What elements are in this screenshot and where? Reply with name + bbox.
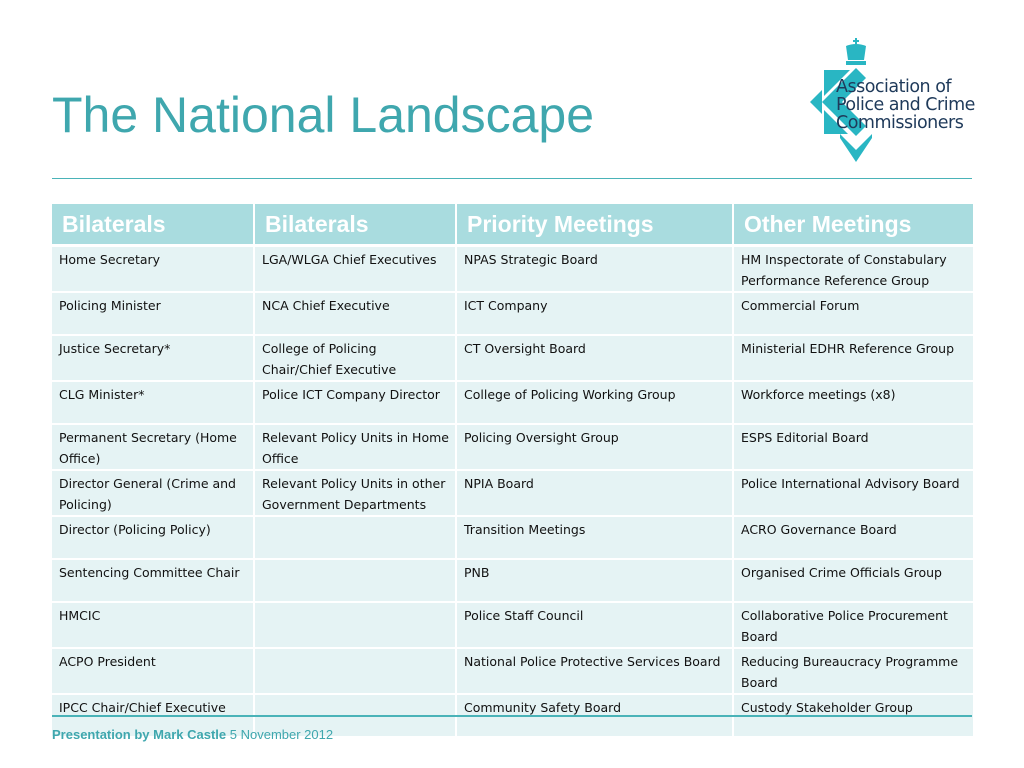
- table-cell: Police International Advisory Board: [733, 470, 973, 516]
- logo-line-2: Police and Crime: [836, 95, 975, 115]
- table-cell: Policing Oversight Group: [456, 424, 733, 470]
- table-cell: Police Staff Council: [456, 602, 733, 648]
- meetings-table: [52, 204, 973, 738]
- table-cell: [254, 602, 456, 648]
- table-cell: Relevant Policy Units in other Government Departments: [254, 470, 456, 516]
- table-cell: ICT Company: [456, 292, 733, 335]
- column-header-bilaterals-2: Bilaterals: [254, 204, 456, 246]
- table-cell: National Police Protective Services Board: [456, 648, 733, 694]
- footer-presenter: Presentation by Mark Castle: [52, 727, 227, 742]
- table-cell: Relevant Policy Units in Home Office: [254, 424, 456, 470]
- table-cell: Permanent Secretary (Home Office): [52, 424, 254, 470]
- table-cell: Custody Stakeholder Group: [733, 694, 973, 737]
- table-cell: NCA Chief Executive: [254, 292, 456, 335]
- table-cell: CT Oversight Board: [456, 335, 733, 381]
- table-row: [52, 335, 973, 381]
- bottom-divider: [52, 715, 972, 717]
- table-body: [52, 246, 973, 738]
- table-cell: ACPO President: [52, 648, 254, 694]
- table-cell: Sentencing Committee Chair: [52, 559, 254, 602]
- column-header-bilaterals-1: Bilaterals: [52, 204, 254, 246]
- table-cell: [254, 516, 456, 559]
- table-cell: HM Inspectorate of Constabulary Performance Reference Group: [733, 246, 973, 293]
- footer-date: 5 November 2012: [229, 727, 334, 742]
- table-cell: Reducing Bureaucracy Programme Board: [733, 648, 973, 694]
- table-row: [52, 516, 973, 559]
- table-cell: NPIA Board: [456, 470, 733, 516]
- table-row: [52, 381, 973, 424]
- table-cell: PNB: [456, 559, 733, 602]
- table-cell: [254, 559, 456, 602]
- table-header-row: [52, 204, 973, 246]
- table-cell: Justice Secretary*: [52, 335, 254, 381]
- table-cell: College of Policing Working Group: [456, 381, 733, 424]
- table-cell: HMCIC: [52, 602, 254, 648]
- table-row: [52, 559, 973, 602]
- table-row: [52, 424, 973, 470]
- table-cell: ACRO Governance Board: [733, 516, 973, 559]
- column-header-priority-meetings: Priority Meetings: [456, 204, 733, 246]
- table-cell: Director General (Crime and Policing): [52, 470, 254, 516]
- table-row: [52, 292, 973, 335]
- table-cell: Police ICT Company Director: [254, 381, 456, 424]
- table-row: [52, 648, 973, 694]
- table-cell: LGA/WLGA Chief Executives: [254, 246, 456, 293]
- table-cell: Home Secretary: [52, 246, 254, 293]
- footer: [52, 727, 333, 742]
- table-cell: Policing Minister: [52, 292, 254, 335]
- table-cell: Ministerial EDHR Reference Group: [733, 335, 973, 381]
- table-cell: IPCC Chair/Chief Executive: [52, 694, 254, 737]
- top-divider: [52, 178, 972, 179]
- logo-wordmark: [836, 78, 975, 132]
- logo-line-1: Association of: [836, 77, 952, 97]
- table-cell: Transition Meetings: [456, 516, 733, 559]
- table-cell: [254, 648, 456, 694]
- table-cell: Director (Policing Policy): [52, 516, 254, 559]
- table-cell: Commercial Forum: [733, 292, 973, 335]
- table-cell: College of Policing Chair/Chief Executive: [254, 335, 456, 381]
- column-header-other-meetings: Other Meetings: [733, 204, 973, 246]
- logo-line-3: Commissioners: [836, 113, 964, 133]
- table-cell: NPAS Strategic Board: [456, 246, 733, 293]
- table-cell: Community Safety Board: [456, 694, 733, 737]
- table-cell: CLG Minister*: [52, 381, 254, 424]
- table-cell: Organised Crime Officials Group: [733, 559, 973, 602]
- table-row: [52, 246, 973, 293]
- table-row: [52, 602, 973, 648]
- table-cell: Workforce meetings (x8): [733, 381, 973, 424]
- table-cell: Collaborative Police Procurement Board: [733, 602, 973, 648]
- table-cell: ESPS Editorial Board: [733, 424, 973, 470]
- page-title: The National Landscape: [52, 87, 595, 143]
- table-row: [52, 470, 973, 516]
